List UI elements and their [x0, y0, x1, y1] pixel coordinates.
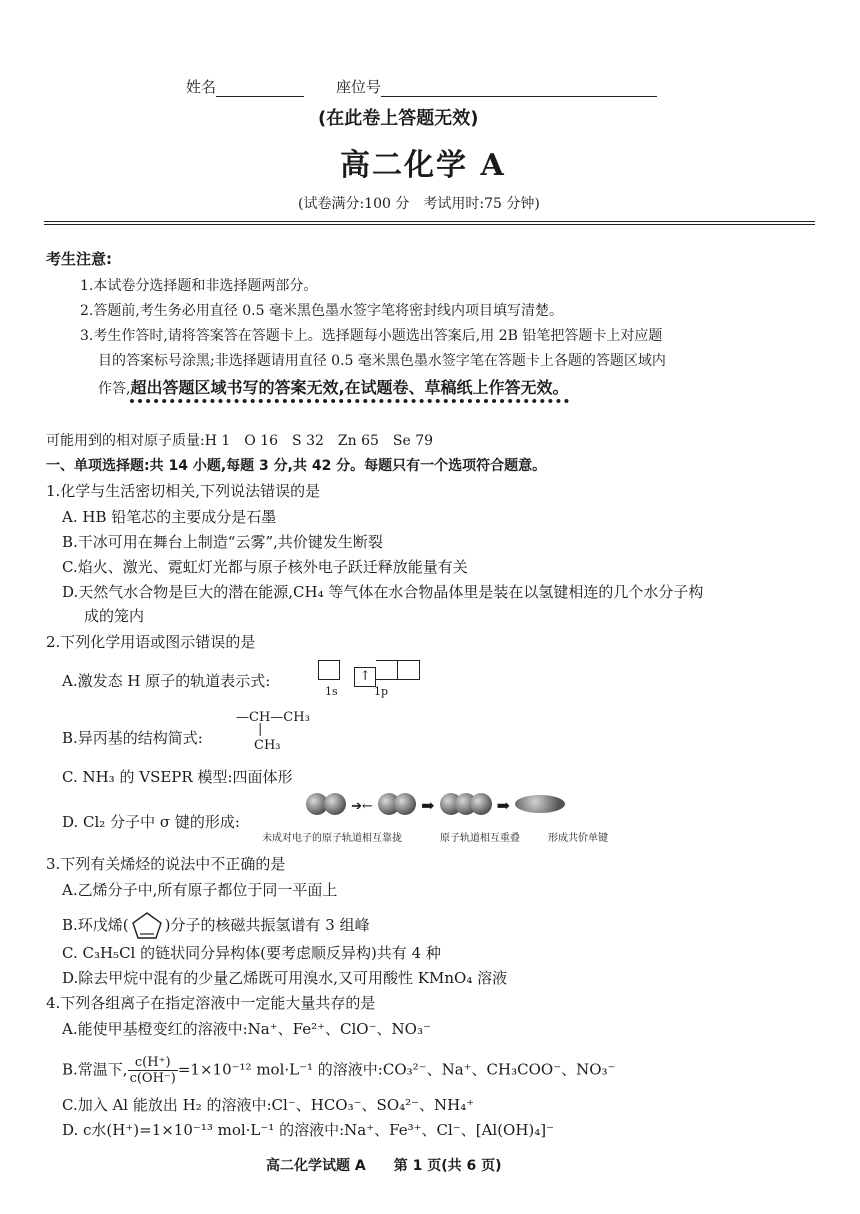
question-3-option-d: D.除去甲烷中混有的少量乙烯既可用溴水,又可用酸性 KMnO₄ 溶液 — [62, 969, 508, 987]
question-2-stem: 2.下列化学用语或图示错误的是 — [46, 633, 256, 651]
cyclopentene-icon — [129, 910, 165, 940]
page-footer: 高二化学试题 A 第 1 页(共 6 页) — [266, 1158, 502, 1174]
question-3-option-b — [62, 910, 370, 940]
orbital-label-1s: 1s — [325, 685, 338, 698]
question-2-option-b: B.异丙基的结构简式: — [62, 729, 203, 747]
seat-label: 座位号 — [336, 78, 382, 96]
invalid-notice: (在此卷上答题无效) — [318, 108, 479, 129]
orbital-diagram — [318, 660, 420, 687]
fraction-numerator: c(H⁺) — [128, 1055, 178, 1071]
question-2-option-d: D. Cl₂ 分子中 σ 键的形成: — [62, 813, 240, 831]
orbital-box-1p-2 — [376, 660, 398, 680]
section-heading: 一、单项选择题:共 14 小题,每题 3 分,共 42 分。每题只有一个选项符合题意。 — [46, 458, 547, 474]
seat-field[interactable] — [336, 76, 657, 97]
sigma-bond-illustration: ➔← ➡ ➡ — [306, 793, 565, 817]
question-4-option-c: C.加入 Al 能放出 H₂ 的溶液中:Cl⁻、HCO₃⁻、SO₄²⁻、NH₄⁺ — [62, 1096, 475, 1114]
question-4-option-b-prefix: B.常温下, — [62, 1060, 128, 1079]
question-3-stem: 3.下列有关烯烃的说法中不正确的是 — [46, 855, 286, 873]
question-4-option-b — [62, 1055, 615, 1086]
instruction-2: 2.答题前,考生务必用直径 0.5 毫米黑色墨水签字笔将密封线内项目填写清楚。 — [80, 303, 563, 319]
question-1-option-d-line1: D.天然气水合物是巨大的潜在能源,CH₄ 等气体在水合物晶体里是装在以氢键相连的几个水分子构 — [62, 583, 704, 601]
orbital-label-1p: 1p — [374, 685, 389, 698]
page-title: 高二化学 A — [340, 148, 506, 183]
name-label: 姓名 — [186, 78, 217, 96]
question-3-option-b-prefix: B.环戊烯( — [62, 916, 129, 934]
isopropyl-line2: CH₃ — [254, 738, 281, 753]
instruction-3-line1: 3.考生作答时,请将答案答在答题卡上。选择题每小题选出答案后,用 2B 铅笔把答题卡上对应题 — [80, 328, 663, 344]
question-4-option-a: A.能使甲基橙变红的溶液中:Na⁺、Fe²⁺、ClO⁻、NO₃⁻ — [62, 1020, 431, 1038]
atomic-masses: 可能用到的相对原子质量:H 1 O 16 S 32 Zn 65 Se 79 — [46, 433, 434, 449]
question-4-stem: 4.下列各组离子在指定溶液中一定能大量共存的是 — [46, 994, 376, 1012]
instruction-3-prefix: 作答, — [98, 381, 131, 397]
question-4-option-d: D. c水(H⁺)=1×10⁻¹³ mol·L⁻¹ 的溶液中:Na⁺、Fe³⁺、Cl⁻、[Al(OH)₄]⁻ — [62, 1121, 555, 1139]
orbital-box-1p-3 — [398, 660, 420, 680]
sigma-caption-3: 形成共价单键 — [548, 833, 608, 844]
question-3-option-c: C. C₃H₅Cl 的链状同分异构体(要考虑顺反异构)共有 4 种 — [62, 944, 441, 962]
instructions-heading: 考生注意: — [46, 250, 112, 268]
instruction-3-emphasis: 超出答题区域书写的答案无效,在试题卷、草稿纸上作答无效。 — [130, 378, 568, 403]
divider-bottom — [44, 224, 815, 225]
sigma-caption-1: 未成对电子的原子轨道相互靠拢 — [262, 833, 402, 844]
instruction-1: 1.本试卷分选择题和非选择题两部分。 — [80, 278, 318, 294]
question-2-option-c: C. NH₃ 的 VSEPR 模型:四面体形 — [62, 768, 293, 786]
name-field[interactable] — [186, 76, 304, 97]
question-1-option-d-line2: 成的笼内 — [84, 607, 145, 625]
divider-top — [44, 221, 815, 222]
question-4-option-b-suffix: =1×10⁻¹² mol·L⁻¹ 的溶液中:CO₃²⁻、Na⁺、CH₃COO⁻、NO₃⁻ — [177, 1060, 616, 1079]
question-1-option-c: C.焰火、激光、霓虹灯光都与原子核外电子跃迁释放能量有关 — [62, 558, 468, 576]
fraction — [128, 1055, 178, 1086]
question-1-stem: 1.化学与生活密切相关,下列说法错误的是 — [46, 482, 321, 500]
question-1-option-a: A. HB 铅笔芯的主要成分是石墨 — [62, 508, 277, 526]
orbital-box-1s — [318, 660, 340, 680]
question-2-option-a: A.激发态 H 原子的轨道表示式: — [62, 672, 271, 690]
sigma-caption-2: 原子轨道相互重叠 — [440, 833, 520, 844]
fraction-denominator: c(OH⁻) — [129, 1071, 176, 1086]
isopropyl-line1: —CH—CH₃ — [236, 710, 310, 725]
exam-info: (试卷满分:100 分 考试用时:75 分钟) — [298, 196, 540, 212]
instruction-3-line3 — [98, 375, 569, 398]
question-3-option-b-suffix: )分子的核磁共振氢谱有 3 组峰 — [164, 916, 370, 934]
question-3-option-a: A.乙烯分子中,所有原子都位于同一平面上 — [62, 881, 338, 899]
orbital-box-1p-1: ↑ — [354, 667, 376, 687]
isopropyl-bond: | — [258, 722, 263, 737]
question-1-option-b: B.干冰可用在舞台上制造“云雾”,共价键发生断裂 — [62, 533, 383, 551]
instruction-3-line2: 目的答案标号涂黑;非选择题请用直径 0.5 毫米黑色墨水签字笔在答题卡上各题的答题区域内 — [98, 353, 666, 369]
